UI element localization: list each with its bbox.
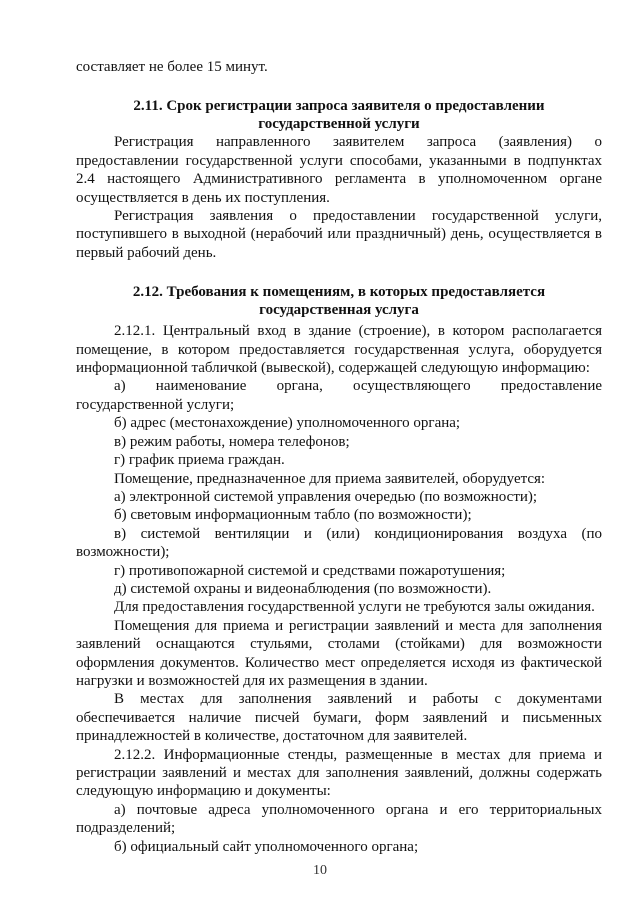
section-heading-2-11 xyxy=(76,97,602,133)
paragraph: Для предоставления государственной услуги не требуются залы ожидания. xyxy=(114,599,595,616)
list-item: д) системой охраны и видеонаблюдения (по возможности). xyxy=(114,580,492,597)
paragraph: Регистрация заявления о предоставлении государственной услуги, поступившего в выходной (нерабочий или праздничный) день, осуществляется в первый рабочий день. xyxy=(76,208,602,261)
list-item: а) наименование органа, осуществляющего предоставление государственной услуги; xyxy=(76,378,602,413)
paragraph: 2.12.1. Центральный вход в здание (строение), в котором располагается помещение, в котором предоставляется государственная услуга, оборудуется информационной табличкой (вывеской), содержащей следующую информацию: xyxy=(76,323,602,377)
list-item: б) световым информационным табло (по возможности); xyxy=(114,507,472,524)
paragraph: Помещение, предназначенное для приема заявителей, оборудуется: xyxy=(114,470,546,487)
list-item: в) режим работы, номера телефонов; xyxy=(114,433,350,450)
section-heading-line: государственная услуга xyxy=(259,302,419,319)
section-heading-line: 2.12. Требования к помещениям, в которых предоставляется xyxy=(132,284,546,301)
list-item: г) противопожарной системой и средствами пожаротушения; xyxy=(114,562,506,579)
section-heading-2-12 xyxy=(76,283,602,319)
list-item: б) официальный сайт уполномоченного органа; xyxy=(114,838,419,855)
section-heading-line: 2.11. Срок регистрации запроса заявителя о предоставлении xyxy=(133,98,545,115)
document-body xyxy=(76,58,602,856)
lead-line: составляет не более 15 минут. xyxy=(76,59,268,75)
section-heading-line: государственной услуги xyxy=(258,116,420,133)
list-item: в) системой вентиляции и (или) кондиционирования воздуха (по возможности); xyxy=(76,525,602,561)
list-item: г) график приема граждан. xyxy=(114,452,285,469)
paragraph: Помещения для приема и регистрации заявлений и места для заполнения заявлений оснащаются стульями, столами (стойками) для возможности оформления документов. Количество мест определяется исходя из фактической нагрузки и возможностей для их размещения в здании. xyxy=(76,617,602,689)
paragraph: В местах для заполнения заявлений и работы с документами обеспечивается наличие писчей бумаги, форм заявлений и письменных принадлежностей в количестве, достаточном для заявителей. xyxy=(76,691,602,745)
list-item: б) адрес (местонахождение) уполномоченного органа; xyxy=(114,415,461,432)
paragraph: Регистрация направленного заявителем запроса (заявления) о предоставлении государственной услуги способами, указанными в подпунктах 2.4 настоящего Административного регламента в уполномоченном органе осуществляется в день их поступления. xyxy=(76,134,602,206)
page-number: 10 xyxy=(313,863,327,878)
list-item: а) почтовые адреса уполномоченного органа и его территориальных подразделений; xyxy=(76,801,602,837)
paragraph: 2.12.2. Информационные стенды, размещенные в местах для приема и регистрации заявлений и местах для заполнения заявлений, должны содержать следующую информацию и документы: xyxy=(76,746,602,800)
list-item: а) электронной системой управления очередью (по возможности); xyxy=(114,488,538,505)
